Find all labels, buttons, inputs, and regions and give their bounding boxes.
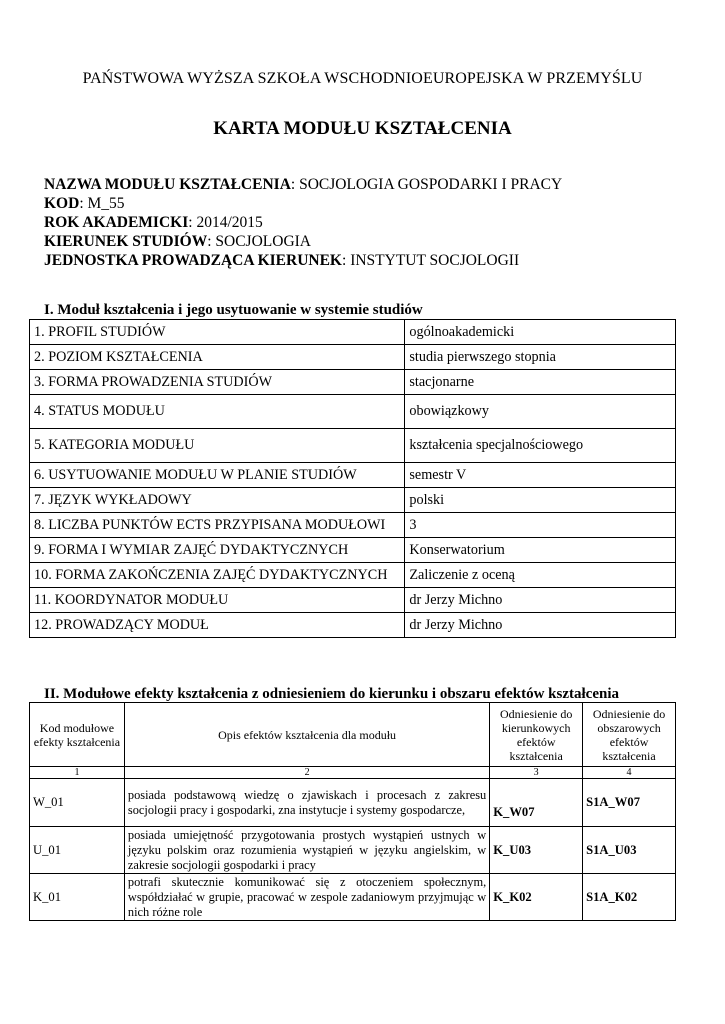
effect-code: W_01 (30, 779, 125, 827)
table-row (30, 463, 676, 488)
meta-value: INSTYTUT SOCJOLOGII (350, 252, 520, 269)
column-number: 2 (124, 767, 489, 779)
meta-label: NAZWA MODUŁU KSZTAŁCENIA (44, 176, 291, 193)
row-name: 4. STATUS MODUŁU (30, 395, 405, 429)
effect-description: posiada podstawową wiedzę o zjawiskach i procesach z zakresu socjologii pracy i gospodarki, zna instytucje i systemy gospodarcze, (124, 779, 489, 827)
table-row (30, 320, 676, 345)
meta-row-academic-year: ROK AKADEMICKI: 2014/2015 (44, 214, 263, 231)
row-value: obowiązkowy (405, 395, 676, 429)
institution-name: PAŃSTWOWA WYŻSZA SZKOŁA WSCHODNIOEUROPEJSKA W PRZEMYŚLU (82, 70, 643, 87)
effect-description: potrafi skutecznie komunikować się z otoczeniem społecznym, współdziałać w grupie, pracować w zespole zadaniowym przyjmując w nich różne role (124, 874, 489, 921)
meta-row-module-name: NAZWA MODUŁU KSZTAŁCENIA: SOCJOLOGIA GOSPODARKI I PRACY (44, 176, 563, 193)
row-name: 9. FORMA I WYMIAR ZAJĘĆ DYDAKTYCZNYCH (30, 538, 405, 563)
section-1-heading: I. Moduł kształcenia i jego usytuowanie w systemie studiów (44, 302, 423, 318)
study-info-table (29, 319, 676, 638)
table-row (30, 345, 676, 370)
row-name: 8. LICZBA PUNKTÓW ECTS PRZYPISANA MODUŁOWI (30, 513, 405, 538)
effect-description: posiada umiejętność przygotowania prostych wystąpień ustnych w języku polskim oraz rozumienia wystąpień w języku angielskim, w zakresie socjologii gospodarki i pracy (124, 827, 489, 874)
area-reference: S1A_W07 (583, 779, 676, 827)
column-header-direction-ref: Odniesienie do kierunkowych efektów kształcenia (490, 703, 583, 767)
row-name: 1. PROFIL STUDIÓW (30, 320, 405, 345)
table-row (30, 827, 676, 874)
row-name: 12. PROWADZĄCY MODUŁ (30, 613, 405, 638)
row-name: 11. KOORDYNATOR MODUŁU (30, 588, 405, 613)
column-number: 4 (583, 767, 676, 779)
row-value: Zaliczenie z oceną (405, 563, 676, 588)
table-row (30, 563, 676, 588)
direction-reference: K_W07 (490, 779, 583, 827)
section-2-heading: II. Modułowe efekty kształcenia z odniesieniem do kierunku i obszaru efektów kształcenia (44, 686, 619, 702)
meta-label: ROK AKADEMICKI (44, 214, 189, 231)
meta-value: SOCJOLOGIA GOSPODARKI I PRACY (299, 176, 563, 193)
module-metadata (44, 175, 684, 270)
column-header-description: Opis efektów kształcenia dla modułu (124, 703, 489, 767)
table-row (30, 370, 676, 395)
row-value: dr Jerzy Michno (405, 613, 676, 638)
row-value: kształcenia specjalnościowego (405, 429, 676, 463)
column-header-area-ref: Odniesienie do obszarowych efektów kształcenia (583, 703, 676, 767)
meta-row-field-of-study: KIERUNEK STUDIÓW: SOCJOLOGIA (44, 233, 311, 250)
table-header-row (30, 703, 676, 767)
row-name: 6. USYTUOWANIE MODUŁU W PLANIE STUDIÓW (30, 463, 405, 488)
table-row (30, 429, 676, 463)
meta-row-code: KOD: M_55 (44, 195, 125, 212)
meta-value: M_55 (87, 195, 125, 212)
table-row (30, 613, 676, 638)
document-title: KARTA MODUŁU KSZTAŁCENIA (213, 118, 512, 139)
column-number-row (30, 767, 676, 779)
effect-code: U_01 (30, 827, 125, 874)
row-name: 2. POZIOM KSZTAŁCENIA (30, 345, 405, 370)
area-reference: S1A_U03 (583, 827, 676, 874)
row-name: 5. KATEGORIA MODUŁU (30, 429, 405, 463)
column-number: 1 (30, 767, 125, 779)
effect-code: K_01 (30, 874, 125, 921)
meta-label: KIERUNEK STUDIÓW (44, 233, 208, 250)
row-name: 7. JĘZYK WYKŁADOWY (30, 488, 405, 513)
table-row (30, 395, 676, 429)
column-header-code: Kod modułowe efekty kształcenia (30, 703, 125, 767)
row-value: semestr V (405, 463, 676, 488)
learning-effects-table (29, 702, 676, 921)
row-value: studia pierwszego stopnia (405, 345, 676, 370)
row-value: ogólnoakademicki (405, 320, 676, 345)
table-row (30, 779, 676, 827)
row-value: Konserwatorium (405, 538, 676, 563)
meta-label: JEDNOSTKA PROWADZĄCA KIERUNEK (44, 252, 342, 269)
direction-reference: K_U03 (490, 827, 583, 874)
table-row (30, 588, 676, 613)
row-name: 3. FORMA PROWADZENIA STUDIÓW (30, 370, 405, 395)
row-value: 3 (405, 513, 676, 538)
meta-row-unit: JEDNOSTKA PROWADZĄCA KIERUNEK: INSTYTUT SOCJOLOGII (44, 252, 520, 269)
row-value: polski (405, 488, 676, 513)
row-value: dr Jerzy Michno (405, 588, 676, 613)
meta-label: KOD (44, 195, 80, 212)
table-row (30, 488, 676, 513)
area-reference: S1A_K02 (583, 874, 676, 921)
table-row (30, 538, 676, 563)
meta-value: SOCJOLOGIA (215, 233, 311, 250)
direction-reference: K_K02 (490, 874, 583, 921)
table-row (30, 513, 676, 538)
row-value: stacjonarne (405, 370, 676, 395)
meta-value: 2014/2015 (196, 214, 263, 231)
column-number: 3 (490, 767, 583, 779)
table-row (30, 874, 676, 921)
row-name: 10. FORMA ZAKOŃCZENIA ZAJĘĆ DYDAKTYCZNYCH (30, 563, 405, 588)
